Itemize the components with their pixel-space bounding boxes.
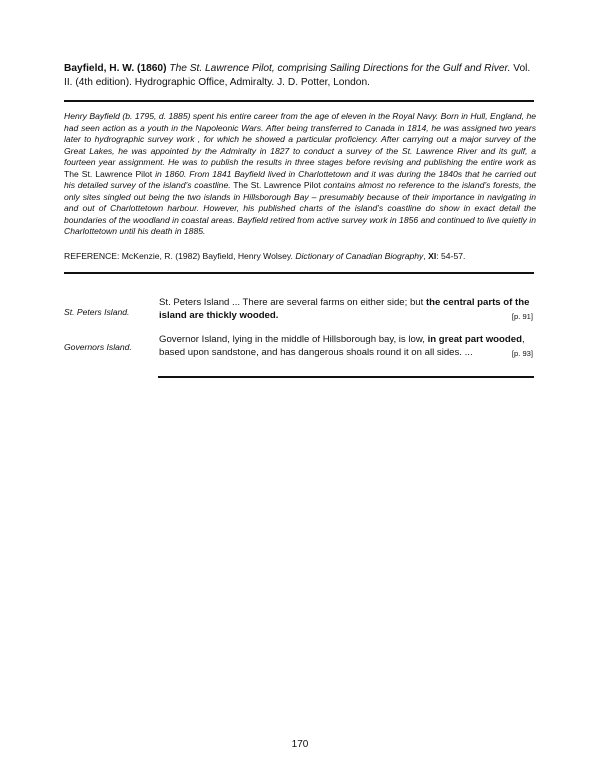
excerpt-bold: in great part wooded [427, 334, 522, 345]
bio-text: Henry Bayfield (b. 1795, d. 1885) spent his entire career from the age of eleven in the Royal Navy. Born in Hull, England, he had seen action as a youth in the Napoleonic Wars. After being transferred to Canada in 1814, he was assigned two years later to hydrographic survey work , for which he showed a particular proficiency. After carrying out a major survey of the Great Lakes, he was appointed by the Admiralty in 1827 to conduct a survey of the St. Lawrence River and its gulf, a fourteen year assignment. He was to publish the results in three stages before revising and publishing the entire work as [64, 111, 536, 167]
reference-prefix: REFERENCE: McKenzie, R. (1982) Bayfield, Henry Wolsey. [64, 251, 293, 261]
citation [64, 62, 536, 90]
divider-rule [64, 100, 534, 102]
citation-details: Vol. II. (4th edition). Hydrographic Office, Admiralty. J. D. Potter, London. [64, 63, 531, 88]
bio-text: in 1860. From 1841 Bayfield lived in Charlottetown and it was during the 1840s that he carried out his detailed survey of the island’s coastline. [64, 168, 537, 190]
excerpt-bold: the central parts of the island are thickly wooded. [159, 297, 530, 321]
excerpt-plain: St. Peters Island ... There are several farms on either side; but [159, 297, 426, 308]
divider-rule [64, 272, 534, 274]
place-name: St. Peters Island. [64, 307, 130, 317]
excerpt-plain: Governor Island, lying in the middle of Hillsborough bay, is low, [159, 334, 428, 345]
page-reference: [p. 91] [511, 312, 533, 321]
bio-work-title: The St. Lawrence Pilot [233, 180, 321, 190]
excerpt-text [159, 333, 533, 360]
reference-volume: XI [428, 251, 437, 261]
place-name: Governors Island. [64, 342, 132, 352]
page-number: 170 [291, 739, 309, 750]
biography-paragraph [64, 111, 536, 238]
reference-source: Dictionary of Canadian Biography [295, 251, 424, 261]
page-reference: [p. 93] [511, 349, 533, 358]
citation-title: The St. Lawrence Pilot, comprising Sailing Directions for the Gulf and River. [169, 63, 511, 74]
bio-text: contains almost no reference to the island’s forests, the only sites singled out being the two islands in Hillsborough Bay – presumably because of their importance in navigating in and out of Charlottetown harbour. However, his published charts of the island’s coastline do show in exact detail the boundaries of the woodland in coastal areas. Bayfield retired from active survey work in 1856 and continued to live quietly in Charlottetown until his death in 1885. [64, 180, 537, 236]
excerpt-tail: , based upon sandstone, and has dangerous shoals round it on all sides. ... [159, 334, 525, 358]
reference-pages: : 54-57. [436, 251, 466, 261]
citation-author: Bayfield, H. W. [64, 63, 135, 74]
citation-year: (1860) [137, 63, 167, 74]
excerpt-text [159, 296, 533, 323]
reference-line: REFERENCE: McKenzie, R. (1982) Bayfield, Henry Wolsey. Dictionary of Canadian Biography, XI: 54-57. [64, 251, 466, 261]
divider-rule [158, 376, 534, 378]
bio-work-title: The St. Lawrence Pilot [64, 168, 153, 179]
